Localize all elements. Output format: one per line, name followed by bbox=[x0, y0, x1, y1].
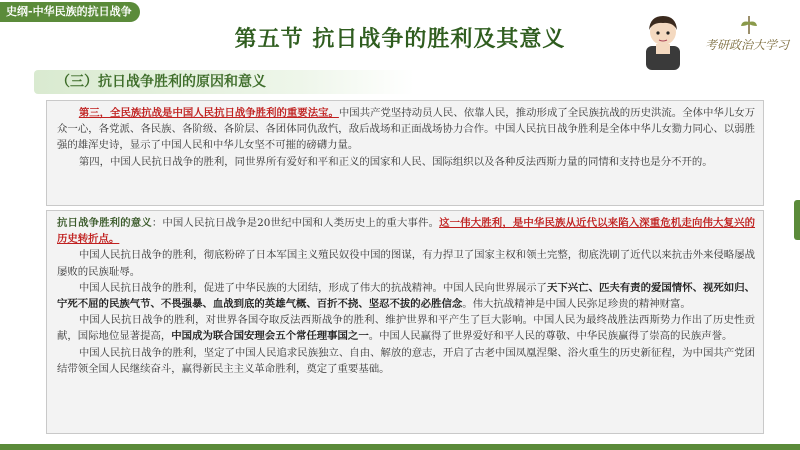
body-text: 中国人民抗日战争的胜利，促进了中华民族的大团结，形成了伟大的抗战精神。中国人民向世界展示了 bbox=[78, 281, 547, 294]
body-text: 中国人民抗日战争的胜利，对世界各国夺取反法西斯战争的胜利、维护世界和平产生了巨大影响。中国人民为最终战胜法西斯势力作出了历史性贡献，国际地位显著提高， bbox=[57, 314, 755, 343]
section-tag: 史纲-中华民族的抗日战争 bbox=[0, 2, 140, 22]
body-text: ：中国人民抗日战争是20世纪中国和人类历史上的重大事件。 bbox=[151, 217, 440, 229]
emphasis-text: 第三，全民族抗战是中国人民抗日战争胜利的重要法宝。 bbox=[78, 107, 339, 119]
bold-text: 天下兴亡、匹夫有责的爱国情怀、视死如归、宁死不屈的民族气节、不畏强暴、血战到底的英雄气概、百折不挠、坚忍不拔的必胜信念 bbox=[57, 281, 755, 311]
paragraph-significance-3 bbox=[57, 312, 755, 344]
significance-box bbox=[46, 210, 764, 434]
avatar bbox=[638, 10, 688, 70]
body-text: 中国共产党坚持动员人民、依靠人民，推动形成了全民族抗战的历史洪流。全体中华儿女万众一心，各党派、各民族、各阶级、各阶层、各团体同仇敌忾，敌后战场和正面战场协力合作。中国人民抗日战争胜利是全体中华儿女勠力同心、以弱胜强的雄浑史诗，显示了中国人民和中华儿女坚不可摧的磅礴力量。 bbox=[57, 107, 756, 152]
paragraph-significance-2 bbox=[57, 280, 755, 312]
bold-text: 中国成为联合国安理会五个常任理事国之一 bbox=[171, 330, 369, 343]
paragraph-intro bbox=[57, 215, 755, 247]
paragraph-third-cause bbox=[57, 105, 755, 154]
emphasis-text: 这一伟大胜利，是中华民族从近代以来陷入深重危机走向伟大复兴的历史转折点。 bbox=[57, 217, 756, 246]
side-tab bbox=[794, 200, 800, 240]
body-text: 。伟大抗战精神是中国人民弥足珍贵的精神财富。 bbox=[462, 298, 691, 311]
page-title: 第五节 抗日战争的胜利及其意义 bbox=[234, 27, 566, 52]
logo-icon bbox=[738, 14, 760, 36]
causes-box bbox=[46, 100, 764, 206]
body-text: 。中国人民赢得了世界爱好和平人民的尊敬、中华民族赢得了崇高的民族声誉。 bbox=[368, 330, 733, 343]
bottom-bar bbox=[0, 444, 800, 450]
section-subheading: （三）抗日战争胜利的原因和意义 bbox=[34, 70, 414, 94]
logo-text: 考研政治大学习 bbox=[705, 38, 790, 52]
paragraph-significance-1: 中国人民抗日战争的胜利，彻底粉碎了日本军国主义殖民奴役中国的图谋，有力捍卫了国家主权和领土完整，彻底洗刷了近代以来抗击外来侵略屡战屡败的民族耻辱。 bbox=[57, 249, 755, 278]
paragraph-significance-4: 中国人民抗日战争的胜利，坚定了中国人民追求民族独立、自由、解放的意志，开启了古老中国凤凰涅槃、浴火重生的历史新征程，为中国共产党团结带领全国人民继续奋斗，赢得新民主主义革命胜利，奠定了重要基础。 bbox=[57, 346, 755, 375]
paragraph-fourth-cause: 第四，中国人民抗日战争的胜利，同世界所有爱好和平和正义的国家和人民、国际组织以及各种反法西斯力量的同情和支持也是分不开的。 bbox=[78, 155, 713, 168]
significance-label: 抗日战争胜利的意义 bbox=[57, 217, 152, 229]
